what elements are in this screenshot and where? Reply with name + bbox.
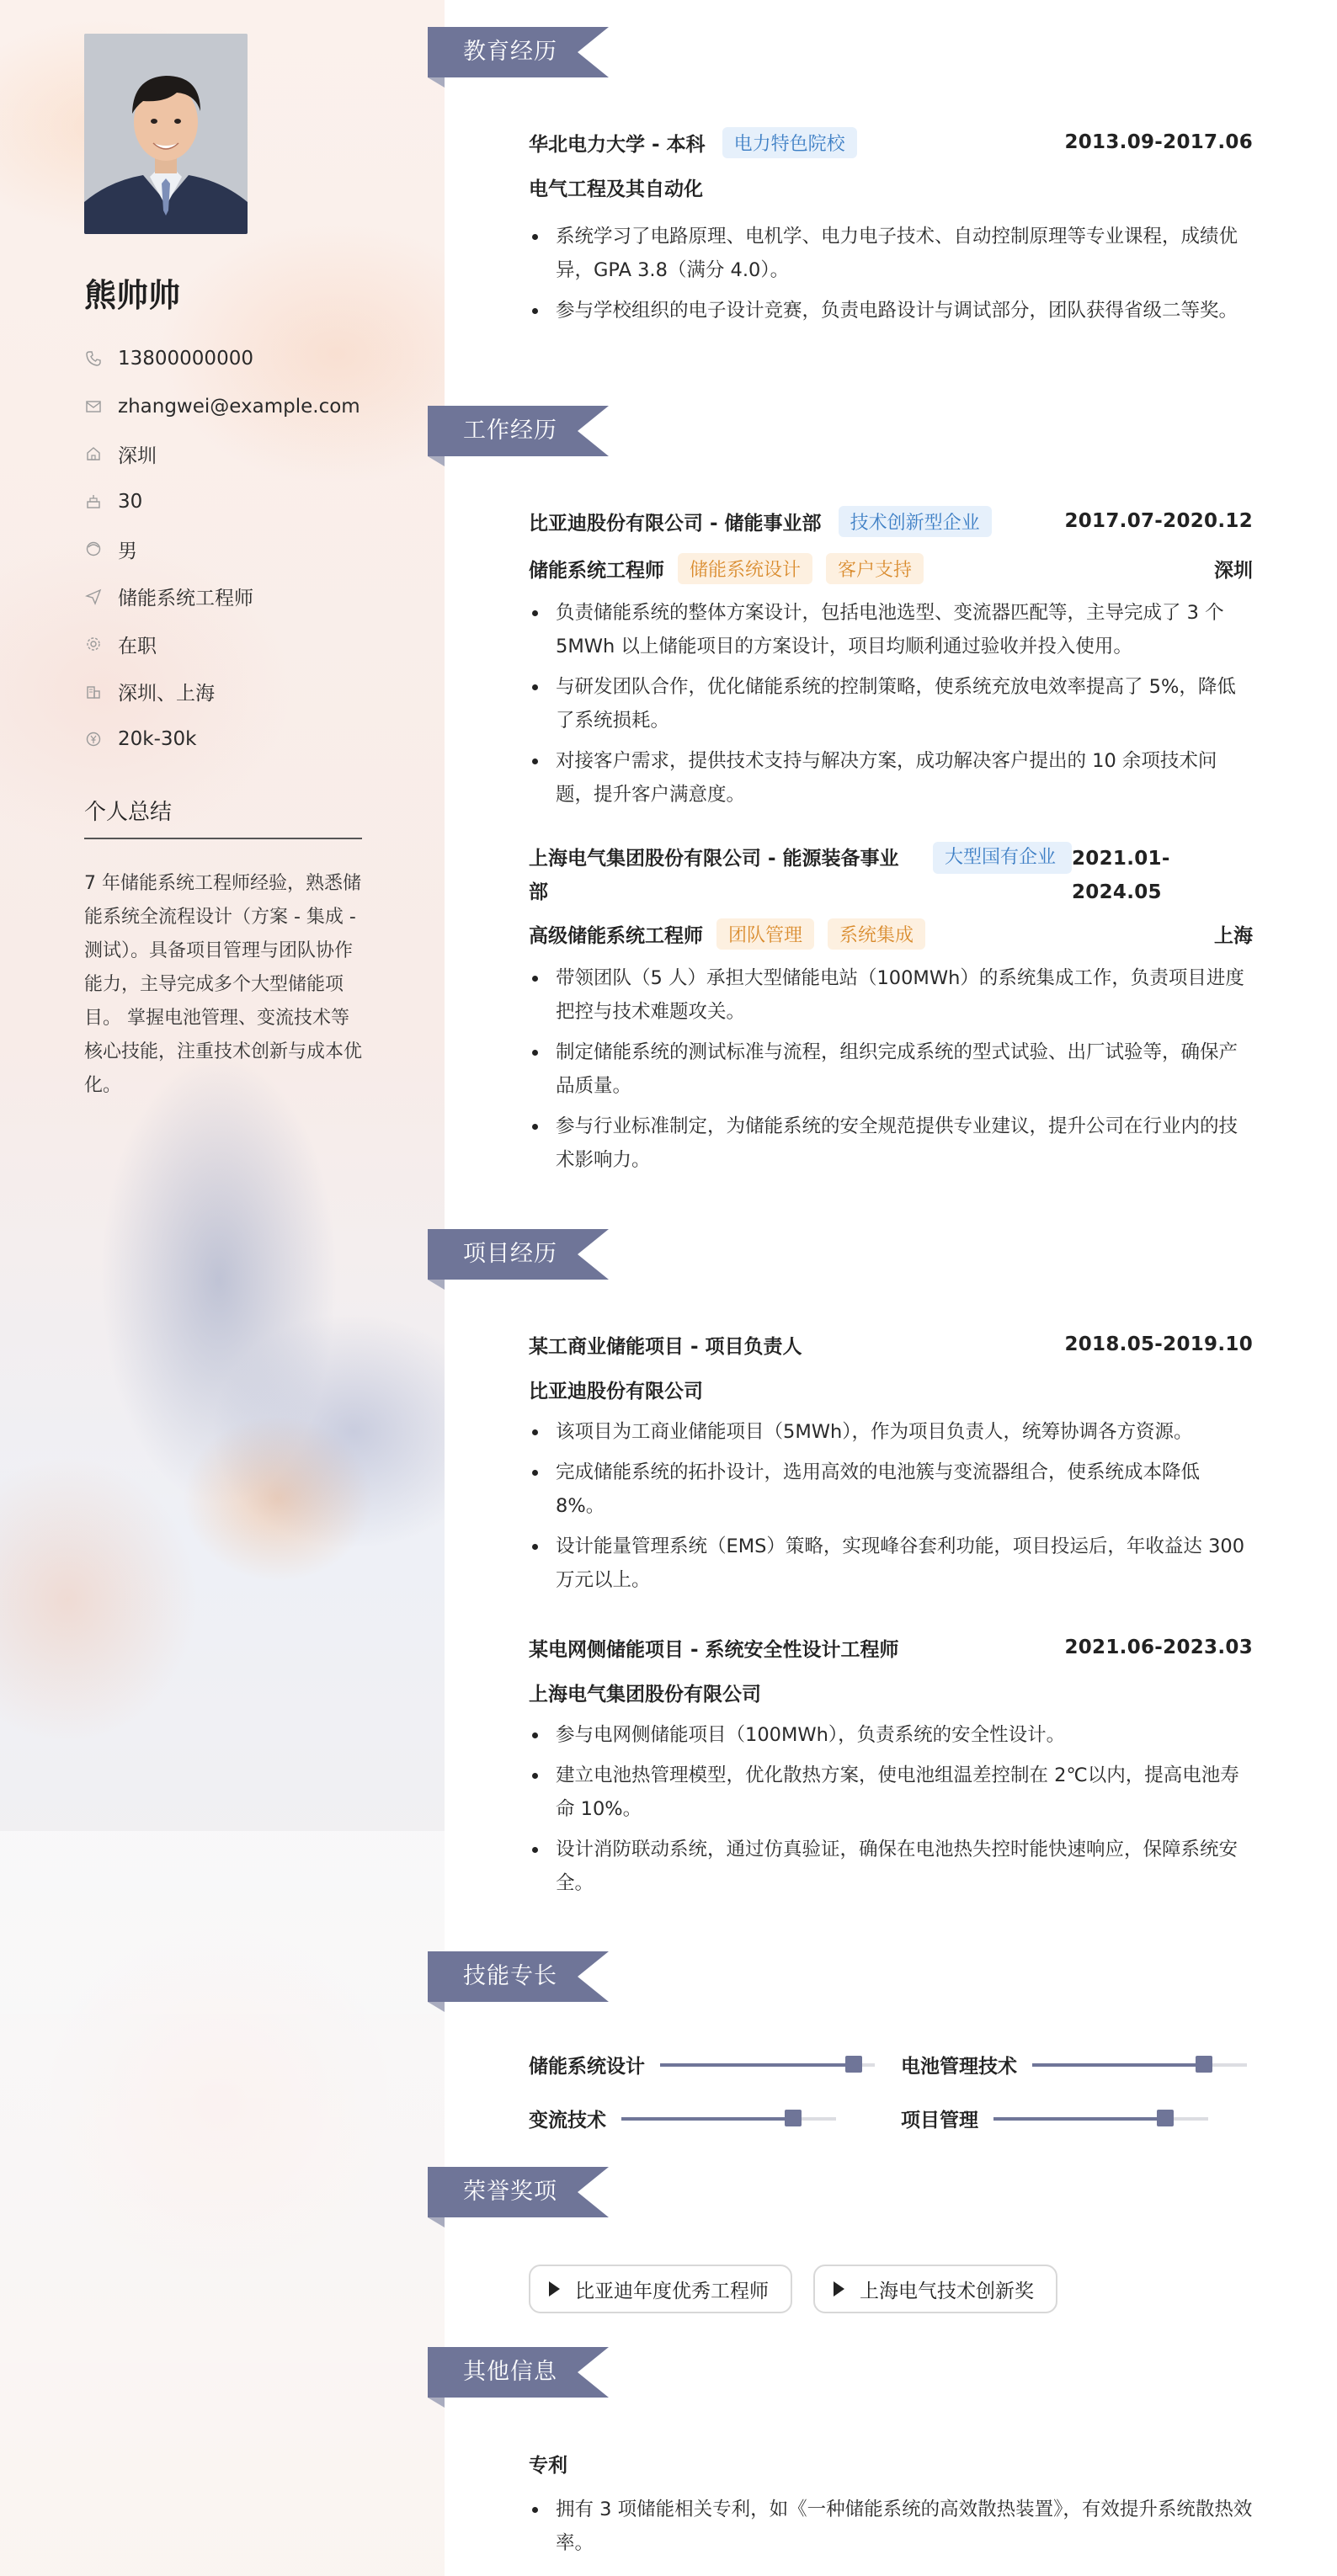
work-date: 2017.07-2020.12	[1064, 510, 1253, 532]
info-row-position	[84, 573, 421, 621]
avatar-photo	[84, 34, 248, 234]
skill-name: 储能系统设计	[529, 2056, 645, 2078]
skill-item	[901, 2051, 1247, 2078]
skill-bar	[993, 2117, 1208, 2121]
skill-name: 项目管理	[901, 2110, 978, 2132]
major: 电气工程及其自动化	[529, 178, 703, 200]
info-row-age	[84, 478, 421, 526]
award-label: 比亚迪年度优秀工程师	[575, 2280, 769, 2302]
sidebar-lower-shade	[0, 1831, 445, 2576]
work-date: 2021.01-2024.05	[1072, 848, 1170, 903]
project-item-2	[529, 1631, 1253, 1907]
list-item: 参与行业标准制定，为储能系统的安全规范提供专业建议，提升公司在行业内的技术影响力。	[529, 1110, 1253, 1177]
contact-info-list	[84, 335, 421, 764]
salary-icon	[84, 730, 103, 748]
position-icon	[84, 588, 103, 606]
skill-item	[529, 2105, 836, 2132]
info-row-status	[84, 620, 421, 668]
phone-icon	[84, 349, 103, 368]
skill-knob	[1196, 2056, 1212, 2073]
section-title-work: 工作经历	[463, 418, 557, 444]
award-badge	[813, 2265, 1057, 2313]
other-item	[529, 2450, 1253, 2567]
company-tag: 技术创新型企业	[839, 506, 992, 537]
info-home: 深圳	[118, 444, 157, 467]
skill-item	[529, 2051, 875, 2078]
skill-fill	[660, 2063, 854, 2067]
list-item: 建立电池热管理模型，优化散热方案，使电池组温差控制在 2℃以内，提高电池寿命 10%。	[529, 1759, 1253, 1826]
work-item-2	[529, 842, 1253, 1184]
info-salary: 20k-30k	[118, 728, 197, 751]
section-header-education	[428, 27, 613, 77]
section-title-skills: 技能专长	[463, 1963, 557, 1989]
school-tag: 电力特色院校	[722, 127, 857, 158]
work-item-1	[529, 505, 1253, 818]
project-org: 比亚迪股份有限公司	[529, 1381, 703, 1402]
job-role: 高级储能系统工程师	[529, 924, 703, 947]
section-title-education: 教育经历	[463, 39, 557, 65]
home-icon	[84, 444, 103, 463]
info-city: 深圳、上海	[118, 683, 215, 705]
section-header-project	[428, 1229, 613, 1280]
award-badge	[529, 2265, 792, 2313]
section-header-skills	[428, 1951, 613, 2002]
list-item: 对接客户需求，提供技术支持与解决方案，成功解决客户提出的 10 余项技术问题，提升客户满意度。	[529, 744, 1253, 812]
section-title-awards: 荣誉奖项	[463, 2179, 557, 2205]
info-row-city	[84, 668, 421, 716]
info-age: 30	[118, 490, 143, 513]
info-row-gender	[84, 525, 421, 573]
skill-bar	[621, 2117, 836, 2121]
company-name: 上海电气集团股份有限公司 - 能源装备事业部	[529, 848, 899, 903]
list-item: 负责储能系统的整体方案设计，包括电池选型、变流器匹配等，主导完成了 3 个 5MWh 以上储能项目的方案设计，项目均顺利通过验收并投入使用。	[529, 596, 1253, 663]
project-date: 2018.05-2019.10	[1064, 1333, 1253, 1355]
list-item: 设计能量管理系统（EMS）策略，实现峰谷套利功能，项目投运后，年收益达 300 万元以上。	[529, 1530, 1253, 1597]
role-tag: 系统集成	[828, 918, 925, 950]
info-status: 在职	[118, 635, 157, 657]
other-title: 专利	[529, 2455, 567, 2477]
info-phone: 13800000000	[118, 348, 253, 370]
company-tag: 大型国有企业	[933, 842, 1072, 874]
play-icon	[834, 2281, 844, 2297]
section-header-other	[428, 2347, 613, 2398]
sidebar	[0, 0, 445, 2576]
info-row-phone	[84, 335, 421, 383]
list-item: 拥有 3 项储能相关专利，如《一种储能系统的高效散热装置》，有效提升系统散热效率。	[529, 2493, 1253, 2560]
project-item-1	[529, 1328, 1253, 1604]
skill-fill	[993, 2117, 1165, 2121]
skill-bar	[660, 2063, 875, 2067]
work-bullets	[529, 961, 1253, 1177]
role-tag: 团队管理	[716, 918, 814, 950]
job-role: 储能系统工程师	[529, 559, 664, 582]
skill-knob	[1157, 2110, 1174, 2126]
age-icon	[84, 492, 103, 511]
education-date: 2013.09-2017.06	[1064, 131, 1253, 153]
education-bullets	[529, 220, 1253, 327]
avatar	[84, 34, 248, 234]
info-row-home	[84, 430, 421, 478]
gender-icon	[84, 540, 103, 558]
status-icon	[84, 635, 103, 653]
play-icon	[549, 2281, 560, 2297]
section-title-project: 项目经历	[463, 1241, 557, 1267]
school-name: 华北电力大学 - 本科	[529, 133, 706, 156]
project-name: 某工商业储能项目 - 项目负责人	[529, 1335, 802, 1358]
project-bullets	[529, 1718, 1253, 1900]
project-date: 2021.06-2023.03	[1064, 1637, 1253, 1658]
summary-title: 个人总结	[84, 795, 362, 839]
list-item: 带领团队（5 人）承担大型储能电站（100MWh）的系统集成工作，负责项目进度把控与技术难题攻关。	[529, 961, 1253, 1029]
email-icon	[84, 397, 103, 416]
section-title-other: 其他信息	[463, 2359, 557, 2385]
role-tag: 储能系统设计	[678, 553, 812, 584]
work-bullets	[529, 596, 1253, 812]
project-org: 上海电气集团股份有限公司	[529, 1684, 761, 1706]
list-item: 完成储能系统的拓扑设计，选用高效的电池簇与变流器组合，使系统成本降低 8%。	[529, 1456, 1253, 1523]
project-bullets	[529, 1415, 1253, 1597]
summary-text: 7 年储能系统工程师经验，熟悉储能系统全流程设计（方案 - 集成 - 测试）。具备项目管理与团队协作能力，主导完成多个大型储能项目。 掌握电池管理、变流技术等核心技能，注重技术创新与成本优化。	[84, 873, 363, 1096]
info-row-email	[84, 383, 421, 431]
project-name: 某电网侧储能项目 - 系统安全性设计工程师	[529, 1638, 899, 1661]
skill-name: 变流技术	[529, 2110, 606, 2132]
list-item: 系统学习了电路原理、电机学、电力电子技术、自动控制原理等专业课程，成绩优异，GPA 3.8（满分 4.0）。	[529, 220, 1253, 287]
company-name: 比亚迪股份有限公司 - 储能事业部	[529, 512, 822, 535]
skill-fill	[621, 2117, 793, 2121]
info-position: 储能系统工程师	[118, 588, 253, 610]
list-item: 该项目为工商业储能项目（5MWh），作为项目负责人，统筹协调各方资源。	[529, 1415, 1253, 1449]
work-location: 深圳	[1214, 559, 1253, 582]
city-icon	[84, 683, 103, 701]
skill-item	[901, 2105, 1208, 2132]
list-item: 设计消防联动系统，通过仿真验证，确保在电池热失控时能快速响应，保障系统安全。	[529, 1833, 1253, 1900]
role-tag: 客户支持	[826, 553, 924, 584]
work-location: 上海	[1214, 924, 1253, 947]
list-item: 制定储能系统的测试标准与流程，组织完成系统的型式试验、出厂试验等，确保产品质量。	[529, 1035, 1253, 1103]
list-item: 与研发团队合作，优化储能系统的控制策略，使系统充放电效率提高了 5%，降低了系统损耗。	[529, 670, 1253, 737]
info-row-salary	[84, 716, 421, 764]
skill-bar	[1032, 2063, 1247, 2067]
skill-knob	[845, 2056, 862, 2073]
section-header-awards	[428, 2167, 613, 2217]
section-header-work	[428, 406, 613, 456]
other-bullets	[529, 2493, 1253, 2560]
skill-fill	[1032, 2063, 1204, 2067]
info-gender: 男	[118, 540, 137, 562]
list-item: 参与学校组织的电子设计竞赛，负责电路设计与调试部分，团队获得省级二等奖。	[529, 294, 1253, 327]
info-email: zhangwei@example.com	[118, 395, 360, 418]
skill-name: 电池管理技术	[901, 2056, 1017, 2078]
list-item: 参与电网侧储能项目（100MWh），负责系统的安全性设计。	[529, 1718, 1253, 1752]
profile-name: 熊帅帅	[84, 277, 181, 314]
skill-knob	[785, 2110, 802, 2126]
award-label: 上海电气技术创新奖	[860, 2280, 1034, 2302]
education-item	[529, 126, 1253, 334]
